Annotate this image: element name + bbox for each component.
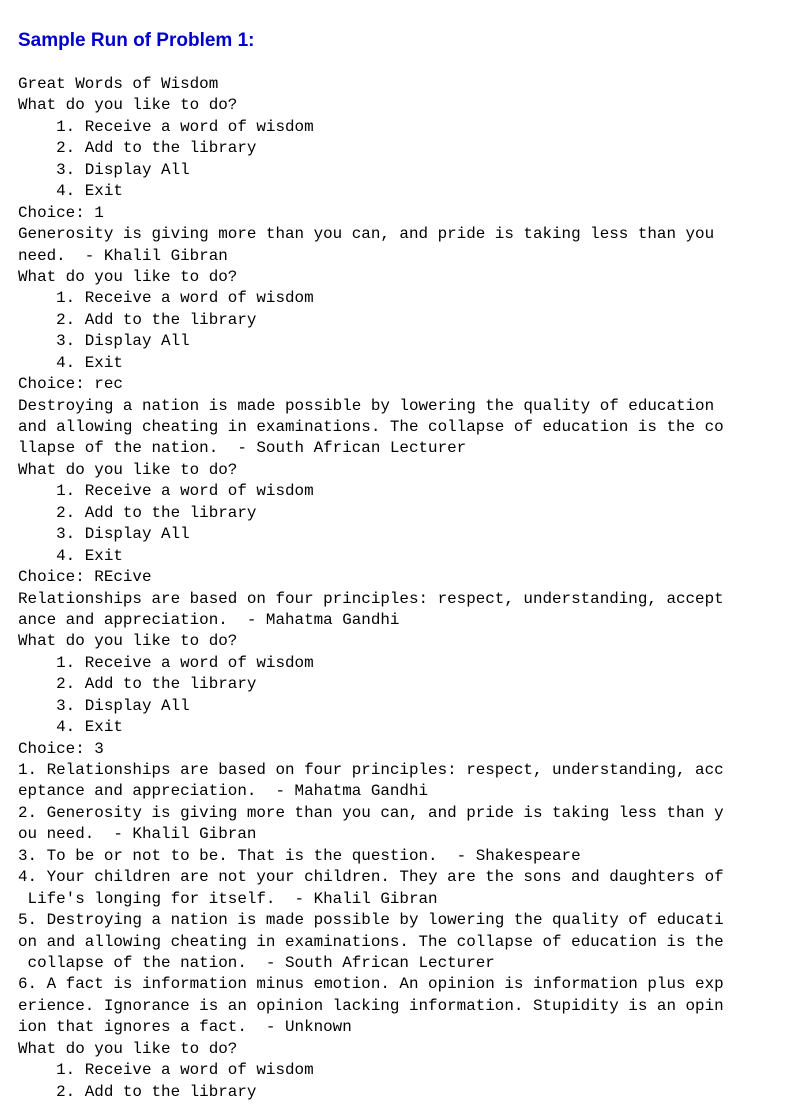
console-line: 4. Exit xyxy=(18,182,123,201)
console-line: 1. Receive a word of wisdom xyxy=(18,1061,314,1080)
console-line: Destroying a nation is made possible by lowering the quality of education xyxy=(18,396,715,415)
page-heading: Sample Run of Problem 1: xyxy=(18,30,255,51)
console-line: collapse of the nation. - South African Lecturer xyxy=(18,953,495,972)
console-line: on and allowing cheating in examinations. The collapse of education is the xyxy=(18,932,724,951)
console-line: 4. Exit xyxy=(18,718,123,737)
console-line: 3. Display All xyxy=(18,696,190,715)
console-line: What do you like to do? xyxy=(18,1039,238,1058)
console-line: Choice: 3 xyxy=(18,739,104,758)
console-line: What do you like to do? xyxy=(18,460,238,479)
console-line: eptance and appreciation. - Mahatma Gandhi xyxy=(18,782,429,801)
console-line: need. - Khalil Gibran xyxy=(18,246,228,265)
console-line: 2. Add to the library xyxy=(18,503,257,522)
console-line: 4. Your children are not your children. They are the sons and daughters of xyxy=(18,868,724,887)
console-line: 4. Exit xyxy=(18,546,123,565)
console-line: 3. Display All xyxy=(18,525,190,544)
console-line: 2. Add to the library xyxy=(18,1082,257,1101)
console-line: Life's longing for itself. - Khalil Gibran xyxy=(18,889,438,908)
console-line: 2. Generosity is giving more than you can, and pride is taking less than y xyxy=(18,803,724,822)
console-line: ou need. - Khalil Gibran xyxy=(18,825,257,844)
console-line: 6. A fact is information minus emotion. An opinion is information plus exp xyxy=(18,975,724,994)
console-line: Generosity is giving more than you can, and pride is taking less than you xyxy=(18,225,715,244)
console-line: 3. Display All xyxy=(18,332,190,351)
console-line: 2. Add to the library xyxy=(18,675,257,694)
console-line: What do you like to do? xyxy=(18,632,238,651)
console-line: 3. To be or not to be. That is the question. - Shakespeare xyxy=(18,846,581,865)
console-line: What do you like to do? xyxy=(18,96,238,115)
console-line: ion that ignores a fact. - Unknown xyxy=(18,1018,352,1037)
console-line: Choice: rec xyxy=(18,375,123,394)
console-line: What do you like to do? xyxy=(18,267,238,286)
console-line: 2. Add to the library xyxy=(18,139,257,158)
console-line: 1. Receive a word of wisdom xyxy=(18,653,314,672)
console-output xyxy=(18,74,793,1103)
console-line: ance and appreciation. - Mahatma Gandhi xyxy=(18,610,400,629)
console-line: Relationships are based on four principles: respect, understanding, accept xyxy=(18,589,724,608)
console-line: 4. Exit xyxy=(18,353,123,372)
console-line: 1. Receive a word of wisdom xyxy=(18,117,314,136)
console-line: 1. Relationships are based on four principles: respect, understanding, acc xyxy=(18,761,724,779)
console-line: erience. Ignorance is an opinion lacking information. Stupidity is an opin xyxy=(18,996,724,1015)
console-line: 1. Receive a word of wisdom xyxy=(18,482,314,501)
console-line: Great Words of Wisdom xyxy=(18,75,219,93)
console-line: Choice: 1 xyxy=(18,203,104,222)
console-line: and allowing cheating in examinations. The collapse of education is the co xyxy=(18,418,724,436)
console-line: 1. Receive a word of wisdom xyxy=(18,289,314,308)
console-line: 2. Add to the library xyxy=(18,310,257,329)
console-line: Choice: REcive xyxy=(18,568,152,587)
console-line: 5. Destroying a nation is made possible by lowering the quality of educati xyxy=(18,911,724,930)
console-line: llapse of the nation. - South African Lecturer xyxy=(18,439,467,458)
console-line: 3. Display All xyxy=(18,160,190,179)
